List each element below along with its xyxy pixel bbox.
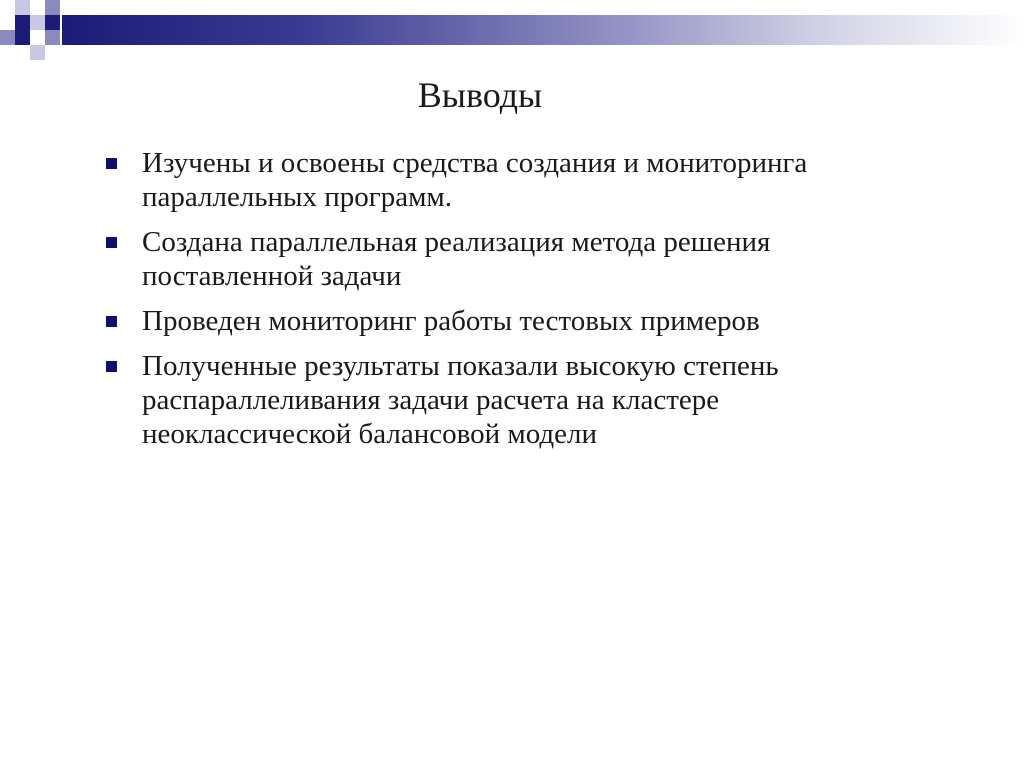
deco-square bbox=[15, 0, 30, 15]
square-bullet-icon bbox=[106, 316, 117, 327]
square-bullet-icon bbox=[106, 158, 117, 169]
square-bullet-icon bbox=[106, 237, 117, 248]
bullet-text: Создана параллельная реализация метода решения поставленной задачи bbox=[142, 226, 771, 292]
deco-square bbox=[30, 15, 45, 30]
deco-square bbox=[45, 30, 60, 45]
bullet-item bbox=[104, 225, 924, 293]
bullet-list bbox=[104, 146, 924, 462]
slide-title-text: Выводы bbox=[417, 75, 543, 115]
square-bullet-icon bbox=[106, 361, 117, 372]
header-decoration bbox=[0, 0, 1024, 70]
deco-square bbox=[45, 15, 60, 30]
header-gradient-bar bbox=[62, 15, 1024, 45]
slide-title bbox=[0, 74, 960, 116]
bullet-item bbox=[104, 146, 924, 214]
deco-square bbox=[0, 30, 15, 45]
deco-square bbox=[45, 0, 60, 15]
bullet-text: Изучены и освоены средства создания и мониторинга параллельных программ. bbox=[142, 147, 808, 213]
bullet-text: Проведен мониторинг работы тестовых примеров bbox=[142, 305, 760, 337]
bullet-item bbox=[104, 304, 924, 338]
deco-square bbox=[15, 15, 30, 30]
bullet-text: Полученные результаты показали высокую степень распараллеливания задачи расчета на кластере неоклассической балансовой модели bbox=[142, 350, 779, 450]
deco-square bbox=[30, 45, 45, 60]
deco-square bbox=[15, 30, 30, 45]
bullet-item bbox=[104, 349, 924, 451]
